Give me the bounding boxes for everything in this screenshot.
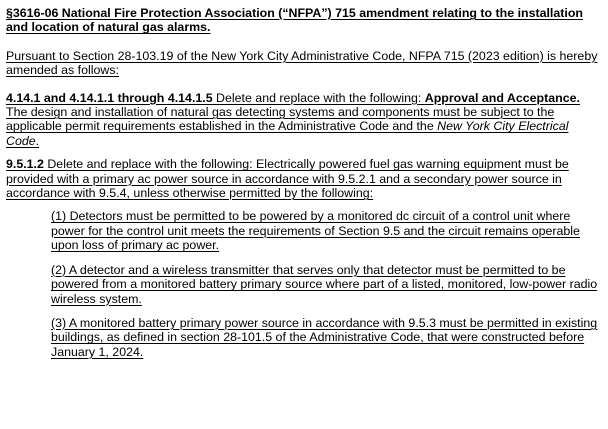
section-9-5-paragraph bbox=[6, 157, 598, 200]
exception-item-3: (3) A monitored battery primary power source in accordance with 9.5.3 must be permitted in existing buildings, as defined in section 28-101.5 of the Administrative Code, that were constructed before January 1, 2024. bbox=[51, 315, 598, 359]
section-4-14-title: Approval and Acceptance. bbox=[424, 90, 580, 105]
section-9-5-ref: 9.5.1.2 bbox=[6, 157, 44, 172]
electrical-code-name: New York City Electrical Code bbox=[6, 119, 569, 148]
section-4-14-end: . bbox=[35, 133, 40, 148]
section-4-14-ref: 4.14.1 and 4.14.1.1 through 4.14.1.5 bbox=[6, 90, 213, 105]
section-9-5-body: Delete and replace with the following: Electrically powered fuel gas warning equipment must be provided with a primary ac power source in accordance with 9.5.2.1 and a secondary power source in accordance with 9.5.4, unless otherwise permitted by the following: bbox=[6, 157, 569, 201]
section-4-14-body: The design and installation of natural gas detecting systems and components must be subject to the applicable permit requirements established in the Administrative Code and the bbox=[6, 105, 555, 134]
intro-paragraph: Pursuant to Section 28-103.19 of the New York City Administrative Code, NFPA 715 (2023 edition) is hereby amended as follows: bbox=[6, 48, 598, 78]
section-4-14-paragraph bbox=[6, 91, 598, 149]
exception-item-2: (2) A detector and a wireless transmitter that serves only that detector must be permitted to be powered from a monitored battery primary source where part of a listed, monitored, low-power radio wireless system. bbox=[51, 262, 598, 306]
section-4-14-instruction: Delete and replace with the following: bbox=[212, 90, 425, 105]
exception-item-1: (1) Detectors must be permitted to be powered by a monitored dc circuit of a control unit where power for the control unit meets the requirements of Section 9.5 and the circuit remains operable upon loss of primary ac power. bbox=[51, 209, 580, 253]
section-heading: §3616-06 National Fire Protection Association (“NFPA”) 715 amendment relating to the installation and location of natural gas alarms. bbox=[6, 6, 583, 35]
